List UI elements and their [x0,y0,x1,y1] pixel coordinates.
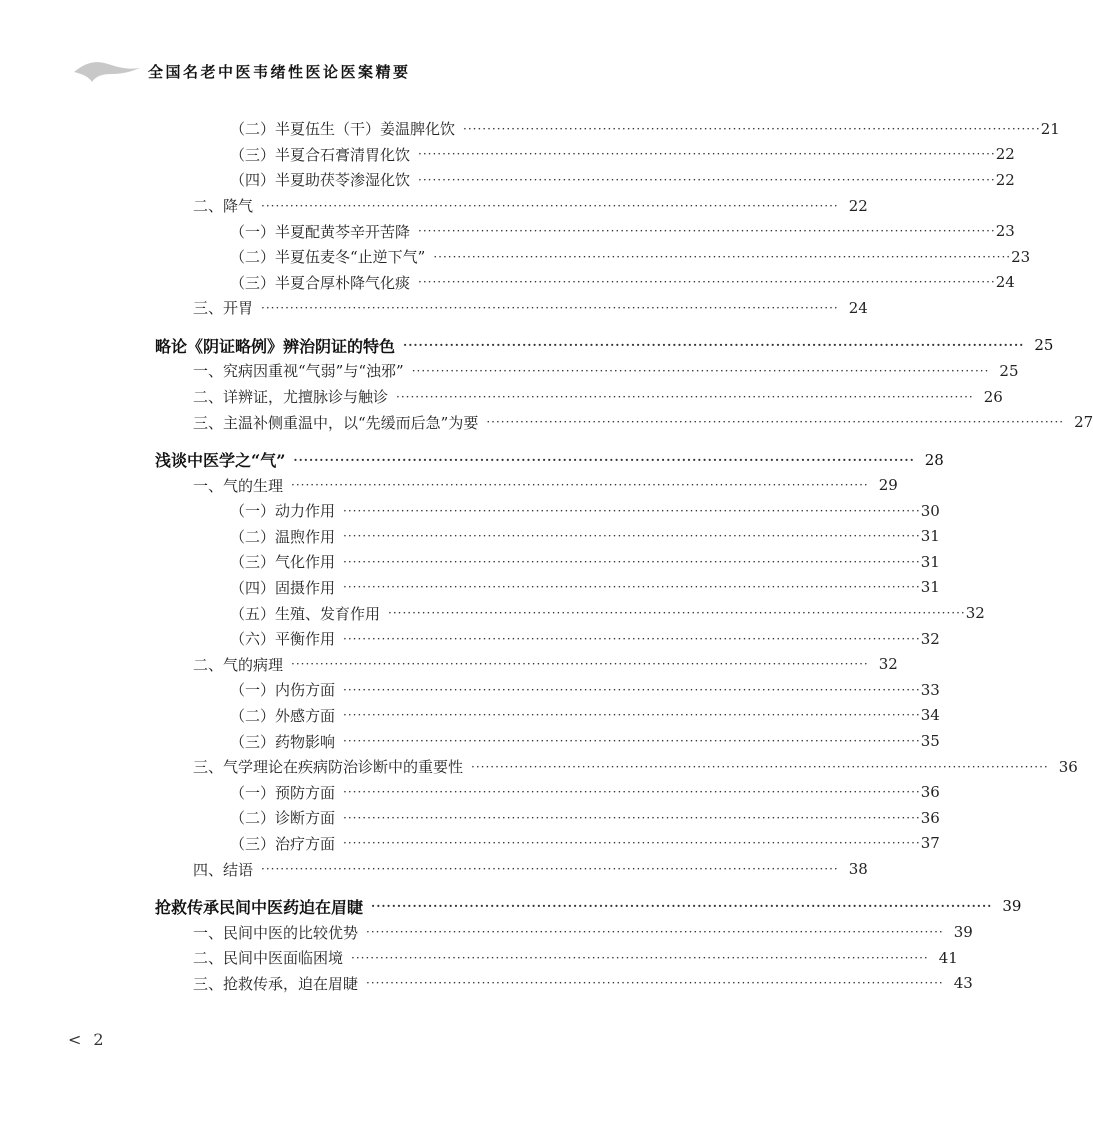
toc-entry-title: 二、详辨证，尤擅脉诊与触诊 [193,388,389,407]
toc-entry-title: （一）半夏配黄芩辛开苦降 [230,222,411,241]
toc-entry-title: （二）温煦作用 [230,527,336,546]
toc-entry-title: （二）半夏伍麦冬“止逆下气” [230,248,426,267]
table-of-contents [0,116,1093,996]
toc-leader-dots: ························································································································ [388,606,966,621]
running-header-title: 全国名老中医韦绪性医论医案精要 [148,63,411,81]
toc-page-number: 38 [848,860,868,879]
toc-entry-title: （三）半夏合石膏清胃化饮 [230,145,411,164]
toc-leader-dots: ························································································································ [343,836,921,851]
toc-entry-title: （三）治疗方面 [230,834,336,853]
toc-leader-dots: ························································································································ [343,682,921,697]
toc-section-entry[interactable] [0,945,958,971]
toc-entry-title: （二）半夏伍生（干）姜温脾化饮 [230,120,456,139]
toc-leader-dots: ························································································································ [343,810,921,825]
toc-entry-title: （一）预防方面 [230,783,336,802]
toc-leader-dots: ························································································································ [343,580,921,595]
toc-page-number: 36 [920,783,940,802]
toc-entry-title: （三）药物影响 [230,732,336,751]
toc-subsection-entry[interactable] [0,167,1015,193]
toc-subsection-entry[interactable] [0,498,940,524]
toc-subsection-entry[interactable] [0,549,940,575]
toc-entry-title: （四）半夏助茯苓渗湿化饮 [230,171,411,190]
toc-page-number: 28 [924,450,944,469]
toc-subsection-entry[interactable] [0,270,1015,296]
toc-leader-dots: ························································································································ [366,925,944,939]
toc-leader-dots: ························································································································ [371,899,993,914]
toc-page-number: 37 [920,834,940,853]
toc-page-number: 36 [920,808,940,827]
toc-chapter-entry[interactable] [0,333,1054,359]
toc-page-number: 23 [995,222,1015,241]
toc-entry-title: 略论《阴证略例》辨治阴证的特色 [155,336,396,356]
toc-entry-title: 三、开胃 [193,299,254,318]
toc-page-number: 39 [953,923,973,941]
toc-entry-title: 抢救传承民间中医药迫在眉睫 [155,897,364,917]
toc-subsection-entry[interactable] [0,142,1015,168]
toc-section-entry[interactable] [0,358,1019,384]
toc-page-number: 41 [938,948,958,967]
toc-page-number: 25 [1034,336,1054,355]
toc-page-number: 24 [848,298,868,317]
toc-chapter-entry[interactable] [0,447,944,473]
toc-leader-dots: ························································································································ [291,478,869,493]
toc-page-number: 22 [848,196,868,215]
toc-section-entry[interactable] [0,856,868,882]
toc-page-number: 43 [953,974,973,993]
toc-leader-dots: ························································································································ [463,121,1041,136]
toc-subsection-entry[interactable] [0,703,940,729]
toc-section-entry[interactable] [0,193,868,219]
toc-entry-title: （三）半夏合厚朴降气化痰 [230,273,411,292]
toc-page-number: 29 [878,476,898,495]
toc-subsection-entry[interactable] [0,626,940,652]
toc-leader-dots: ························································································································ [291,657,869,672]
toc-entry-title: 四、结语 [193,860,254,879]
toc-entry-title: 一、民间中医的比较优势 [193,923,359,942]
toc-entry-title: （一）动力作用 [230,502,336,521]
toc-page-number: 31 [920,552,940,571]
toc-entry-title: 三、抢救传承，迫在眉睫 [193,974,359,993]
toc-page-number: 32 [878,655,898,674]
toc-leader-dots: ························································································································ [486,415,1065,430]
toc-entry-title: （四）固摄作用 [230,578,336,597]
toc-subsection-entry[interactable] [0,831,940,857]
toc-entry-title: （二）诊断方面 [230,809,336,828]
page-arrow-icon: < [68,1030,82,1049]
toc-page-number: 32 [920,629,940,648]
toc-leader-dots: ························································································································ [343,631,921,646]
toc-leader-dots: ························································································································ [403,338,1025,353]
toc-leader-dots: ························································································································ [351,950,929,965]
toc-leader-dots: ························································································································ [343,785,921,800]
toc-entry-title: （三）气化作用 [230,553,336,572]
toc-leader-dots: ························································································································ [343,708,921,723]
toc-page-number: 35 [920,732,940,751]
toc-entry-title: 二、降气 [193,197,254,216]
toc-entry-title: （五）生殖、发育作用 [230,604,381,623]
toc-leader-dots: ························································································································ [418,147,996,162]
toc-page-number: 31 [920,527,940,546]
toc-leader-dots: ························································································································ [343,503,921,518]
toc-entry-title: 一、气的生理 [193,476,284,495]
toc-subsection-entry[interactable] [0,728,940,754]
toc-leader-dots: ························································································································ [343,554,921,569]
toc-subsection-entry[interactable] [0,116,1060,142]
toc-leader-dots: ························································································································ [343,529,921,544]
toc-leader-dots: ························································································································ [293,452,915,467]
toc-entry-title: 三、气学理论在疾病防治诊断中的重要性 [193,758,464,777]
toc-subsection-entry[interactable] [0,575,940,601]
toc-leader-dots: ························································································································ [411,363,990,378]
toc-leader-dots: ························································································································ [261,300,839,315]
toc-subsection-entry[interactable] [0,600,985,626]
toc-page-number: 25 [999,361,1019,380]
toc-page-number: 22 [995,145,1015,164]
page-number: 2 [93,1030,104,1049]
page-footer [68,1030,116,1049]
toc-section-entry[interactable] [0,295,868,321]
toc-section-entry[interactable] [0,409,1093,435]
toc-leader-dots: ························································································································ [418,224,996,239]
toc-page-number: 34 [920,706,940,725]
toc-section-entry[interactable] [0,472,898,498]
toc-page-number: 27 [1074,413,1093,432]
toc-subsection-entry[interactable] [0,805,940,831]
toc-page-number: 30 [920,501,940,520]
toc-entry-title: 二、民间中医面临困境 [193,949,344,968]
toc-subsection-entry[interactable] [0,218,1015,244]
toc-section-entry[interactable] [0,919,973,945]
toc-section-entry[interactable] [0,970,973,996]
toc-leader-dots: ························································································································ [261,862,839,877]
toc-page-number: 39 [1002,897,1022,916]
toc-subsection-entry[interactable] [0,677,940,703]
toc-chapter-entry[interactable] [0,894,1022,920]
toc-leader-dots: ························································································································ [418,172,996,187]
toc-page-number: 32 [965,604,985,623]
toc-entry-title: 二、气的病理 [193,655,284,674]
toc-entry-title: 三、主温补侧重温中，以“先缓而后急”为要 [193,413,479,432]
toc-page-number: 31 [920,578,940,597]
toc-leader-dots: ························································································································ [366,976,944,991]
toc-leader-dots: ························································································································ [471,759,1049,774]
toc-page-number: 23 [1011,247,1031,266]
toc-entry-title: （二）外感方面 [230,706,336,725]
ribbon-banner-icon [72,58,142,84]
toc-leader-dots: ························································································································ [261,198,839,213]
toc-entry-title: 浅谈中医学之“气” [155,451,286,471]
toc-leader-dots: ························································································································ [396,389,974,404]
toc-section-entry[interactable] [0,651,898,677]
toc-section-entry[interactable] [0,384,1003,410]
toc-entry-title: （一）内伤方面 [230,681,336,700]
toc-page-number: 26 [983,387,1003,406]
toc-entry-title: 一、究病因重视“气弱”与“浊邪” [193,362,404,381]
toc-page-number: 21 [1040,119,1060,138]
toc-entry-title: （六）平衡作用 [230,630,336,649]
toc-subsection-entry[interactable] [0,779,940,805]
toc-page-number: 33 [920,680,940,699]
toc-page-number: 24 [995,273,1015,292]
toc-leader-dots: ························································································································ [343,734,921,749]
toc-page-number: 36 [1058,757,1078,776]
toc-subsection-entry[interactable] [0,524,940,550]
toc-leader-dots: ························································································································ [433,249,1012,264]
toc-leader-dots: ························································································································ [418,275,996,290]
toc-page-number: 22 [995,170,1015,189]
toc-subsection-entry[interactable] [0,244,1031,270]
toc-section-entry[interactable] [0,754,1078,780]
